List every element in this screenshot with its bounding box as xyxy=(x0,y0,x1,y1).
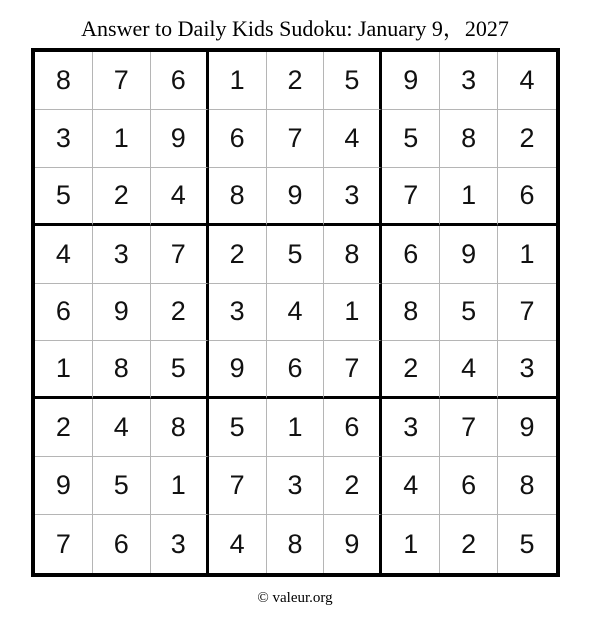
sudoku-cell-r2-c7: 5 xyxy=(382,110,440,168)
sudoku-cell-r7-c1: 2 xyxy=(35,399,93,457)
sudoku-cell-r3-c2: 2 xyxy=(93,168,151,226)
sudoku-cell-r8-c6: 2 xyxy=(324,457,382,515)
sudoku-cell-r3-c1: 5 xyxy=(35,168,93,226)
sudoku-cell-r4-c9: 1 xyxy=(498,226,556,284)
sudoku-cell-r2-c8: 8 xyxy=(440,110,498,168)
sudoku-cell-r3-c8: 1 xyxy=(440,168,498,226)
sudoku-cell-r6-c2: 8 xyxy=(93,341,151,399)
copyright-footer: © valeur.org xyxy=(257,590,333,606)
sudoku-cell-r4-c5: 5 xyxy=(267,226,325,284)
sudoku-cell-r4-c6: 8 xyxy=(324,226,382,284)
sudoku-cell-r8-c2: 5 xyxy=(93,457,151,515)
sudoku-cell-r1-c6: 5 xyxy=(324,52,382,110)
sudoku-cell-r1-c9: 4 xyxy=(498,52,556,110)
sudoku-cell-r9-c6: 9 xyxy=(324,515,382,573)
sudoku-cell-r5-c1: 6 xyxy=(35,284,93,342)
sudoku-cell-r3-c6: 3 xyxy=(324,168,382,226)
sudoku-cell-r7-c6: 6 xyxy=(324,399,382,457)
sudoku-cell-r5-c6: 1 xyxy=(324,284,382,342)
sudoku-cell-r9-c8: 2 xyxy=(440,515,498,573)
sudoku-cell-r9-c7: 1 xyxy=(382,515,440,573)
sudoku-cell-r7-c2: 4 xyxy=(93,399,151,457)
sudoku-cell-r9-c3: 3 xyxy=(151,515,209,573)
sudoku-cell-r4-c7: 6 xyxy=(382,226,440,284)
sudoku-cell-r5-c2: 9 xyxy=(93,284,151,342)
sudoku-cell-r7-c8: 7 xyxy=(440,399,498,457)
sudoku-cell-r7-c4: 5 xyxy=(209,399,267,457)
sudoku-cell-r9-c9: 5 xyxy=(519,528,535,559)
sudoku-cell-r1-c1: 8 xyxy=(35,52,93,110)
sudoku-cell-r3-c5: 9 xyxy=(267,168,325,226)
sudoku-board xyxy=(31,48,560,577)
sudoku-cell-r5-c7: 8 xyxy=(382,284,440,342)
sudoku-cell-r2-c2: 1 xyxy=(93,110,151,168)
sudoku-cell-r2-c3: 9 xyxy=(151,110,209,168)
sudoku-cell-r8-c1: 9 xyxy=(35,457,93,515)
sudoku-cell-r1-c7: 9 xyxy=(382,52,440,110)
sudoku-cell-r1-c5: 2 xyxy=(267,52,325,110)
sudoku-cell-r1-c2: 7 xyxy=(93,52,151,110)
sudoku-cell-r6-c8: 4 xyxy=(440,341,498,399)
sudoku-cell-r6-c5: 6 xyxy=(267,341,325,399)
sudoku-cell-r3-c3: 4 xyxy=(151,168,209,226)
sudoku-cell-r8-c7: 4 xyxy=(382,457,440,515)
sudoku-cell-r9-c5: 8 xyxy=(267,515,325,573)
sudoku-cell-r4-c1: 4 xyxy=(35,226,93,284)
sudoku-cell-r7-c3: 8 xyxy=(151,399,209,457)
sudoku-cell-r9-c1: 7 xyxy=(35,515,93,573)
sudoku-cell-r8-c8: 6 xyxy=(440,457,498,515)
sudoku-cell-r7-c9: 9 xyxy=(498,399,556,457)
sudoku-cell-r2-c1: 3 xyxy=(35,110,93,168)
sudoku-cell-r8-c4: 7 xyxy=(209,457,267,515)
sudoku-cell-r5-c3: 2 xyxy=(151,284,209,342)
sudoku-cell-r3-c7: 7 xyxy=(382,168,440,226)
sudoku-cell-r4-c3: 7 xyxy=(151,226,209,284)
sudoku-cell-r7-c7: 3 xyxy=(382,399,440,457)
sudoku-cell-r3-c4: 8 xyxy=(209,168,267,226)
sudoku-cell-r4-c4: 2 xyxy=(209,226,267,284)
sudoku-cell-r1-c4: 1 xyxy=(209,52,267,110)
sudoku-cell-r8-c5: 3 xyxy=(267,457,325,515)
page-title: Answer to Daily Kids Sudoku: January 9，2027 xyxy=(81,16,509,41)
sudoku-cell-r6-c7: 2 xyxy=(382,341,440,399)
sudoku-cell-r6-c4: 9 xyxy=(209,341,267,399)
sudoku-cell-r5-c9: 7 xyxy=(498,284,556,342)
sudoku-cell-r4-c8: 9 xyxy=(440,226,498,284)
sudoku-cell-r2-c6: 4 xyxy=(324,110,382,168)
sudoku-cell-r6-c3: 5 xyxy=(151,341,209,399)
sudoku-cell-r8-c3: 1 xyxy=(151,457,209,515)
sudoku-cell-r5-c5: 4 xyxy=(267,284,325,342)
sudoku-cell-r1-c8: 3 xyxy=(440,52,498,110)
sudoku-cell-r4-c2: 3 xyxy=(93,226,151,284)
sudoku-cell-r3-c9: 6 xyxy=(498,168,556,226)
sudoku-cell-r2-c5: 7 xyxy=(267,110,325,168)
sudoku-cell-r7-c5: 1 xyxy=(267,399,325,457)
sudoku-cell-r6-c9: 3 xyxy=(498,341,556,399)
sudoku-cell-r5-c4: 3 xyxy=(209,284,267,342)
sudoku-cell-r5-c8: 5 xyxy=(440,284,498,342)
sudoku-cell-r9-c2: 6 xyxy=(93,515,151,573)
sudoku-cell-r2-c9: 2 xyxy=(498,110,556,168)
sudoku-cell-r8-c9: 8 xyxy=(498,457,556,515)
sudoku-cell-r6-c6: 7 xyxy=(324,341,382,399)
sudoku-cell-r9-c4: 4 xyxy=(209,515,267,573)
sudoku-cell-r6-c1: 1 xyxy=(35,341,93,399)
sudoku-cell-r2-c4: 6 xyxy=(209,110,267,168)
sudoku-cell-r1-c3: 6 xyxy=(151,52,209,110)
